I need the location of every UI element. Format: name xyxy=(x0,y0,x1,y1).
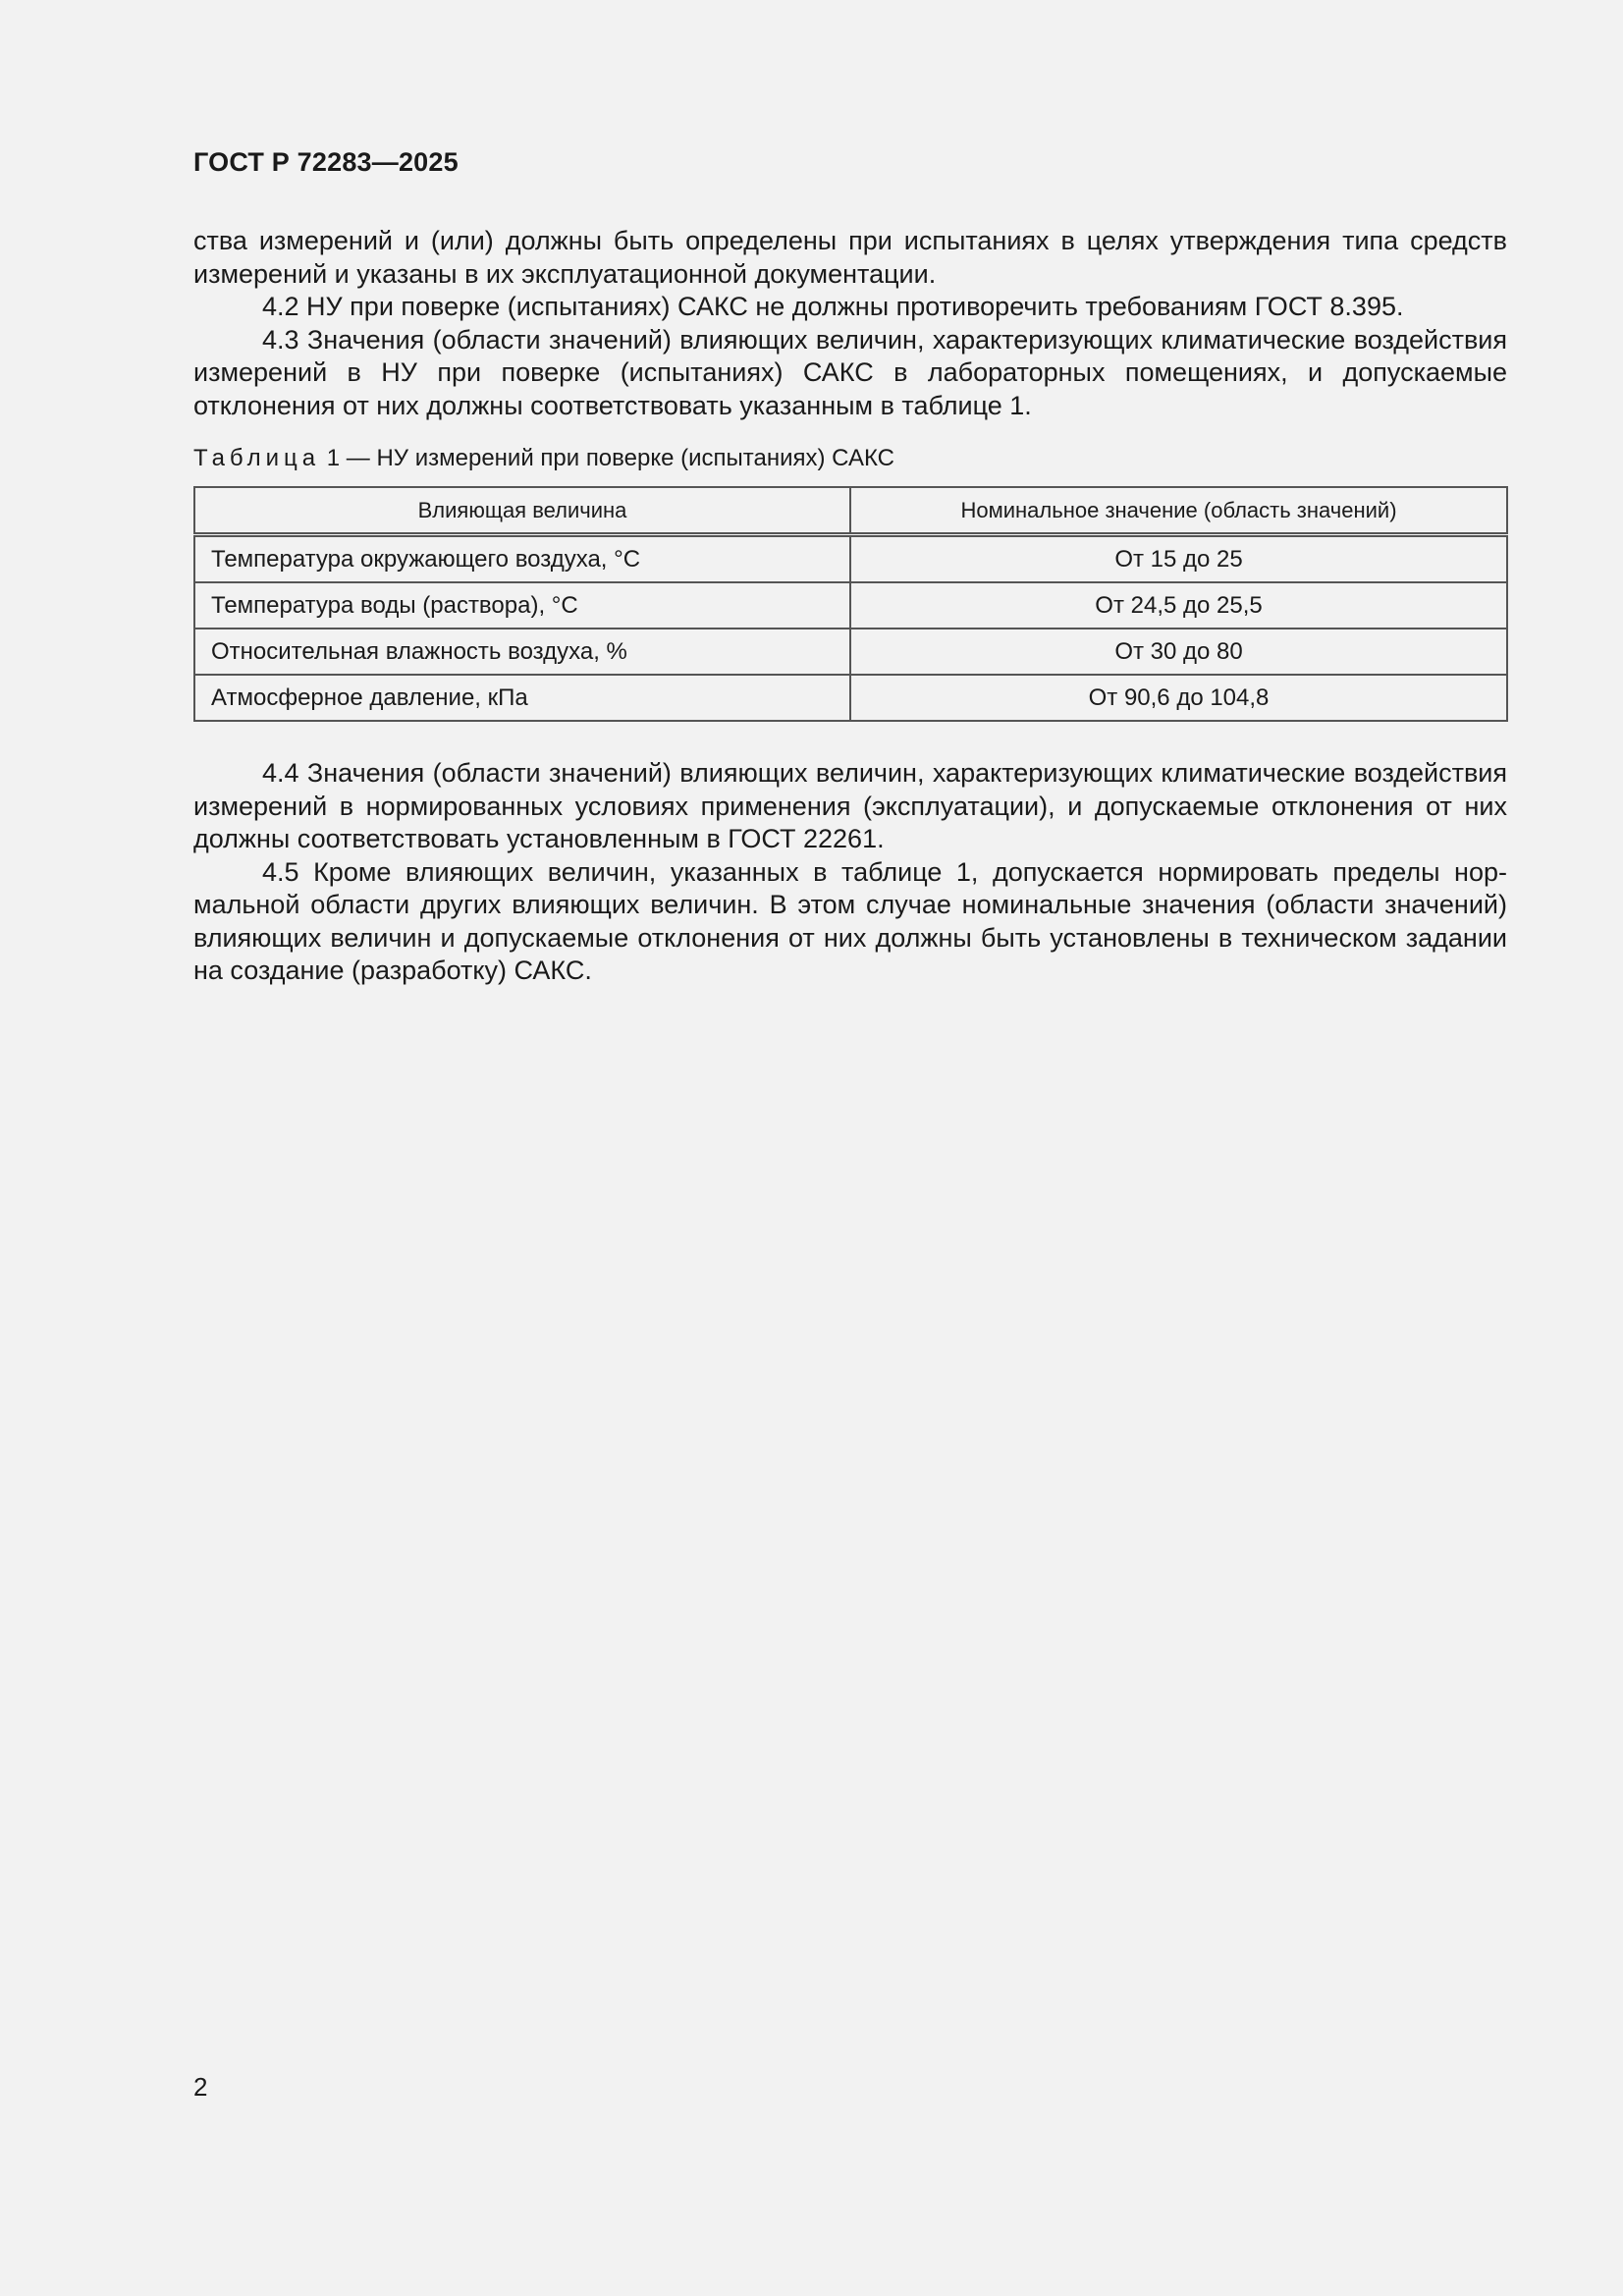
paragraph-4-2: 4.2 НУ при поверке (испытаниях) САКС не должны противоречить требованиям ГОСТ 8.395. xyxy=(262,292,1404,321)
normal-conditions-table xyxy=(193,486,1508,722)
after-table-text-block xyxy=(193,757,1507,988)
table-cell-quantity: Относительная влажность воздуха, % xyxy=(194,629,850,675)
table-caption xyxy=(193,445,894,472)
column-header-quantity: Влияющая величина xyxy=(194,487,850,535)
table-row xyxy=(194,675,1507,721)
paragraph-4-5: 4.5 Кроме влияющих величин, указанных в таблице 1, допускается нормировать пределы нормальной области других влияющих величин. В этом случае номинальные значения (области значений) влияющих величин и допускаемые отклонения от них должны быть установлены в техническом задании на создание (разработку) САКС. xyxy=(193,856,1507,985)
paragraph-4-3: 4.3 Значения (области значений) влияющих величин, характеризующих климатические воздействия измерений в НУ при поверке (испытаниях) САКС в лабораторных помещениях, и допускаемые отклонения от них должны соответствовать указанным в таблице 1. xyxy=(193,324,1507,420)
table-cell-value: От 30 до 80 xyxy=(850,629,1507,675)
table-row xyxy=(194,535,1507,583)
table-cell-quantity: Температура окружающего воздуха, °С xyxy=(194,535,850,583)
paragraph-continuation: ства измерений и (или) должны быть определены при испытаниях в целях утверждения типа средств измерений и указаны в их эксплуатационной документации. xyxy=(193,226,1507,289)
page-number: 2 xyxy=(193,2072,208,2102)
table-cell-quantity: Атмосферное давление, кПа xyxy=(194,675,850,721)
table-header-row xyxy=(194,487,1507,535)
table-cell-quantity: Температура воды (раствора), °С xyxy=(194,582,850,629)
table-row xyxy=(194,629,1507,675)
table-cell-value: От 90,6 до 104,8 xyxy=(850,675,1507,721)
paragraph-4-4: 4.4 Значения (области значений) влияющих величин, характеризующих климатические воздействия измерений в нормированных условиях применения (эксплуатации), и допускаемые отклонения от них должны соответствовать установленным в ГОСТ 22261. xyxy=(193,758,1507,853)
table-cell-value: От 24,5 до 25,5 xyxy=(850,582,1507,629)
table-cell-value: От 15 до 25 xyxy=(850,535,1507,583)
table-caption-label: Таблица xyxy=(193,445,321,471)
table-row xyxy=(194,582,1507,629)
column-header-nominal-value: Номинальное значение (область значений) xyxy=(850,487,1507,535)
table-caption-text: 1 — НУ измерений при поверке (испытаниях) САКС xyxy=(320,445,895,471)
intro-text-block xyxy=(193,225,1507,422)
document-code-header: ГОСТ Р 72283—2025 xyxy=(193,147,459,177)
